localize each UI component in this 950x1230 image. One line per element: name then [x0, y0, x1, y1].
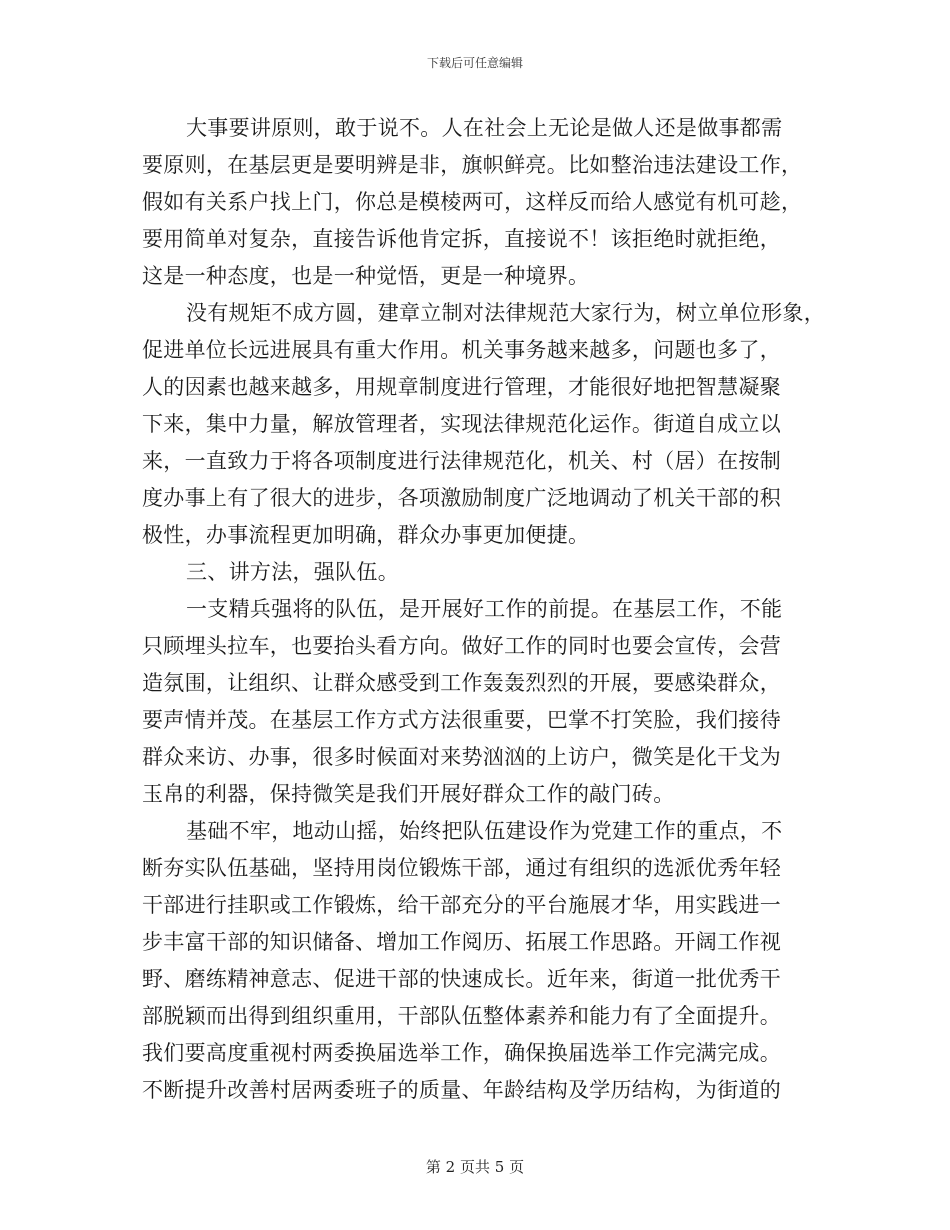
text-line: 极性，办事流程更加明确，群众办事更加便捷。	[142, 523, 590, 547]
text-line: 群众来访、办事，很多时候面对来势汹汹的上访户，微笑是化干戈为	[142, 745, 781, 769]
text-line: 干部进行挂职或工作锻炼，给干部充分的平台施展才华，用实践进一	[142, 893, 781, 917]
text-line: 假如有关系户找上门，你总是模棱两可，这样反而给人感觉有机可趁，	[142, 190, 803, 214]
text-line: 大事要讲原则，敢于说不。人在社会上无论是做人还是做事都需	[186, 116, 783, 140]
text-line: 一支精兵强将的队伍，是开展好工作的前提。在基层工作，不能	[186, 597, 783, 621]
text-line: 野、磨练精神意志、促进干部的快速成长。近年来，街道一批优秀干	[142, 967, 781, 991]
text-line: 三、讲方法，强队伍。	[186, 560, 399, 584]
text-line: 没有规矩不成方圆，建章立制对法律规范大家行为，树立单位形象，	[186, 301, 825, 325]
page-number-footer: 第 2 页共 5 页	[425, 1158, 525, 1176]
text-line: 要声情并茂。在基层工作方式方法很重要，巴掌不打笑脸，我们接待	[142, 708, 781, 732]
text-line: 这是一种态度，也是一种觉悟，更是一种境界。	[142, 264, 590, 288]
text-line: 度办事上有了很大的进步，各项激励制度广泛地调动了机关干部的积	[142, 486, 781, 510]
text-line: 要用简单对复杂，直接告诉他肯定拆，直接说不！该拒绝时就拒绝，	[142, 227, 781, 251]
text-line: 造氛围，让组织、让群众感受到工作轰轰烈烈的开展，要感染群众，	[142, 671, 781, 695]
text-line: 只顾埋头拉车，也要抬头看方向。做好工作的同时也要会宣传，会营	[142, 634, 781, 658]
text-line: 促进单位长远进展具有重大作用。机关事务越来越多，问题也多了，	[142, 338, 781, 362]
page-header-note: 下载后可任意编辑	[426, 56, 523, 70]
text-line: 部脱颖而出得到组织重用，干部队伍整体素养和能力有了全面提升。	[142, 1004, 781, 1028]
text-line: 我们要高度重视村两委换届选举工作，确保换届选举工作完满完成。	[142, 1041, 781, 1065]
text-line: 步丰富干部的知识储备、增加工作阅历、拓展工作思路。开阔工作视	[142, 930, 781, 954]
text-line: 来，一直致力于将各项制度进行法律规范化，机关、村（居）在按制	[142, 449, 781, 473]
text-line: 不断提升改善村居两委班子的质量、年龄结构及学历结构，为街道的	[142, 1078, 781, 1102]
text-line: 要原则，在基层更是要明辨是非，旗帜鲜亮。比如整治违法建设工作，	[142, 153, 803, 177]
text-line: 断夯实队伍基础，坚持用岗位锻炼干部，通过有组织的选派优秀年轻	[142, 856, 781, 880]
text-line: 人的因素也越来越多，用规章制度进行管理，才能很好地把智慧凝聚	[142, 375, 781, 399]
text-line: 玉帛的利器，保持微笑是我们开展好群众工作的敲门砖。	[142, 782, 675, 806]
text-line: 基础不牢，地动山摇，始终把队伍建设作为党建工作的重点，不	[186, 819, 783, 843]
document-body	[142, 110, 825, 1109]
text-line: 下来，集中力量，解放管理者，实现法律规范化运作。街道自成立以	[142, 412, 781, 436]
